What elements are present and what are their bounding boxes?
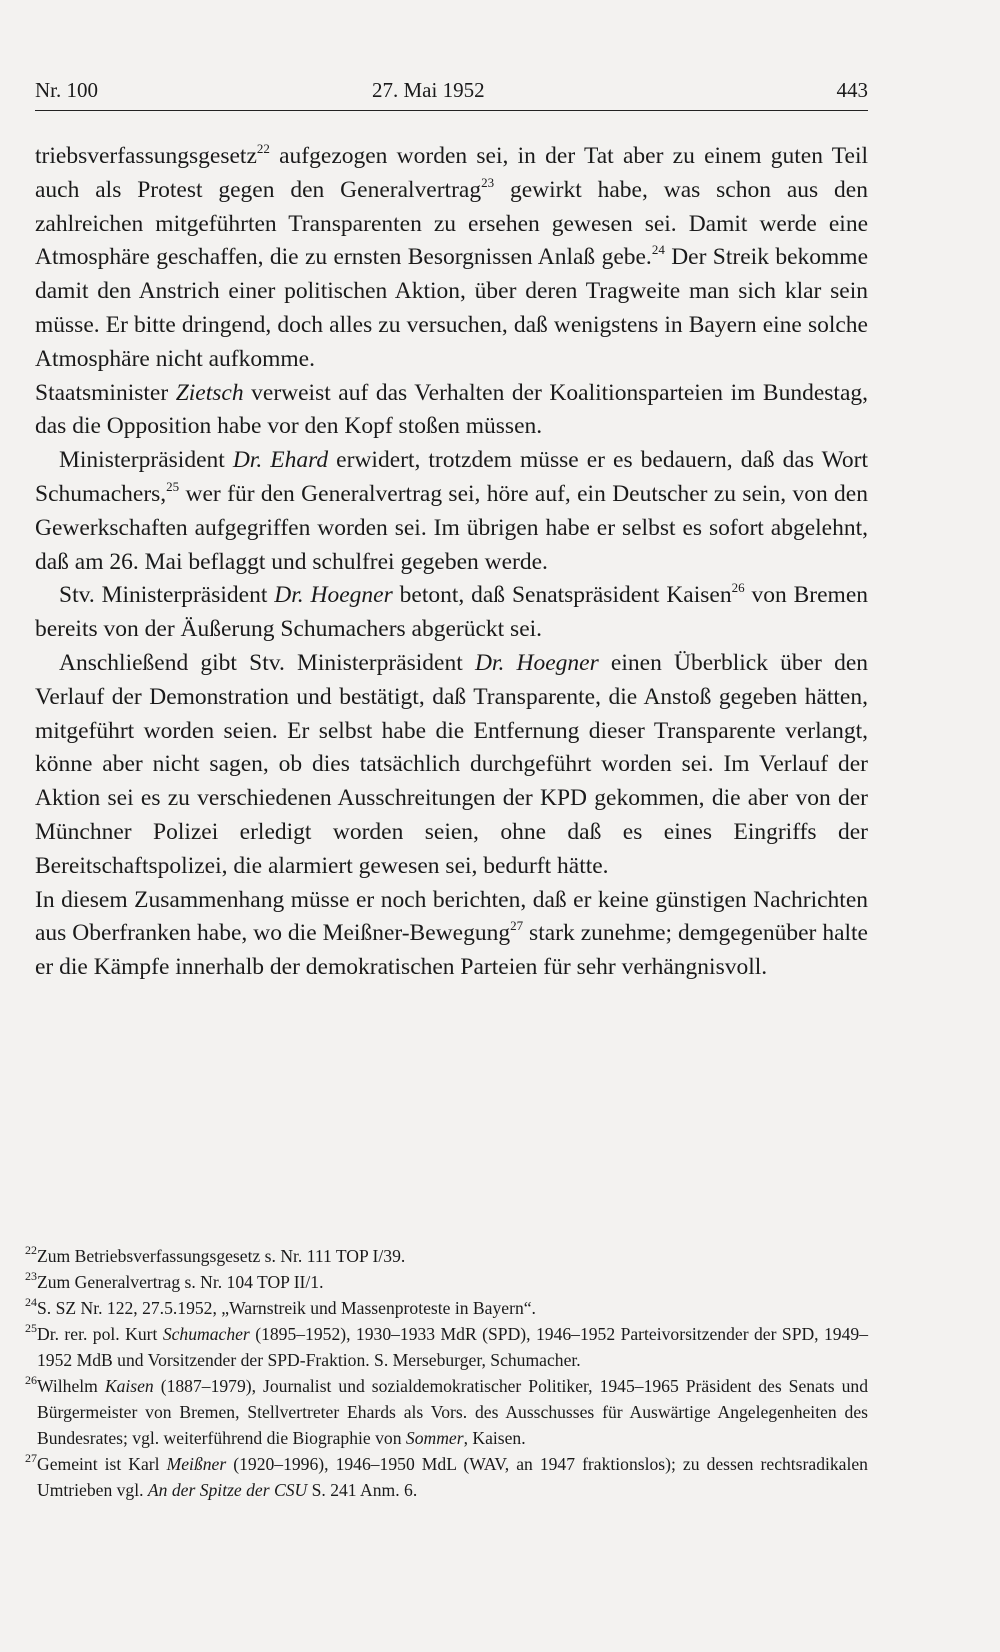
footnote-ref: 23 bbox=[481, 174, 495, 190]
text-span: aufgezogen worden sei, in der Tat aber zu einem guten Teil auch als Protest gegen den Generalvertrag bbox=[35, 143, 868, 203]
text-span: von Bremen bereits von der Äußerung Schumachers abgerückt sei. bbox=[35, 582, 869, 643]
footnote-25 bbox=[25, 1321, 868, 1373]
footnote-text: (1920–1996), 1946–1950 MdL (WAV, an 1947 fraktionslos); zu dessen rechtsradikalen Umtrieben vgl. bbox=[37, 1454, 868, 1500]
footnote-number: 23 bbox=[25, 1269, 37, 1283]
footnote-text: (1887–1979), Journalist und sozialdemokratischer Politiker, 1945–1965 Präsident des Senats und Bürgermeister von Bremen, Stellvertreter Ehards als Vors. des Ausschusses für Auswärtige Angelegenheiten des Bundesrates; vgl. weiterführend die Biographie von bbox=[37, 1376, 868, 1448]
text-span: stark zunehme; demgegenüber halte er die Kämpfe innerhalb der demokratischen Parteien für sehr verhängnisvoll. bbox=[35, 920, 868, 981]
footnote-number: 24 bbox=[25, 1295, 37, 1309]
page-number: 443 bbox=[836, 78, 868, 102]
paragraph-4 bbox=[35, 579, 868, 647]
footnote-27 bbox=[25, 1451, 868, 1503]
text-span: einen Überblick über den Verlauf der Demonstration und bestätigt, daß Transparente, die Anstoß gegeben hätten, mitgeführt worden seien. Er selbst habe die Entfernung dieser Transparente verlangt, könne aber nicht sagen, ob dies tatsächlich durchgeführt worden sei. Im Verlauf der Aktion sei es zu verschiedenen Ausschreitungen der KPD gekommen, die aber von der Münchner Polizei erledigt worden seien, ohne daß es eines Eingriffs der Bereitschaftspolizei, die alarmiert gewesen sei, bedurft hätte. bbox=[35, 649, 868, 879]
book-title: An der Spitze der CSU bbox=[147, 1480, 308, 1500]
document-date: 27. Mai 1952 bbox=[372, 78, 485, 102]
paragraph-1 bbox=[35, 140, 868, 377]
paragraph-5 bbox=[35, 647, 868, 884]
person-name: Schumacher bbox=[162, 1324, 250, 1344]
paragraph-2 bbox=[35, 377, 868, 445]
footnote-text: , Kaisen. bbox=[463, 1428, 526, 1448]
footnote-ref: 25 bbox=[166, 478, 180, 494]
document-number: Nr. 100 bbox=[35, 78, 98, 102]
footnote-text: S. 241 Anm. 6. bbox=[307, 1480, 418, 1500]
footnote-ref: 24 bbox=[651, 242, 665, 258]
speaker-name: Zietsch bbox=[175, 379, 244, 406]
main-text bbox=[35, 140, 868, 985]
text-span: gewirkt habe, was schon aus den zahlreichen mitgeführten Transparenten zu ersehen gewesen sei. Damit werde eine Atmosphäre geschaffen, die zu ernsten Besorgnissen Anlaß gebe. bbox=[35, 176, 868, 271]
paragraph-6 bbox=[35, 884, 868, 985]
text-span: Staatsminister bbox=[35, 379, 176, 406]
footnotes bbox=[25, 1243, 868, 1503]
footnote-ref: 27 bbox=[510, 918, 524, 934]
footnote-number: 26 bbox=[25, 1373, 37, 1387]
footnote-text: Gemeint ist Karl bbox=[37, 1454, 167, 1474]
text-span: erwidert, trotzdem müsse er es bedauern, daß das Wort Schumachers, bbox=[35, 447, 869, 507]
running-header bbox=[35, 72, 868, 111]
text-span: Ministerpräsident bbox=[59, 447, 233, 474]
footnote-ref: 26 bbox=[731, 580, 745, 596]
footnote-text: S. SZ Nr. 122, 27.5.1952, „Warnstreik und Massenproteste in Bayern“. bbox=[37, 1298, 536, 1318]
footnote-26 bbox=[25, 1373, 868, 1451]
footnote-number: 22 bbox=[25, 1243, 37, 1257]
footnote-text: Zum Generalvertrag s. Nr. 104 TOP II/1. bbox=[37, 1272, 324, 1292]
footnote-number: 25 bbox=[25, 1321, 37, 1335]
footnote-text: Zum Betriebsverfassungsgesetz s. Nr. 111 TOP I/39. bbox=[37, 1246, 406, 1266]
speaker-name: Dr. Ehard bbox=[232, 447, 329, 474]
speaker-name: Dr. Hoegner bbox=[274, 582, 393, 609]
text-span: betont, daß Senatspräsident Kaisen bbox=[392, 582, 732, 609]
text-span: In diesem Zusammenhang müsse er noch berichten, daß er keine günstigen Nachrichten aus Oberfranken habe, wo die Meißner-Bewegung bbox=[35, 886, 868, 947]
author-name: Sommer bbox=[405, 1428, 464, 1448]
footnote-text: Dr. rer. pol. Kurt bbox=[37, 1324, 163, 1344]
footnote-number: 27 bbox=[25, 1451, 37, 1465]
person-name: Kaisen bbox=[104, 1376, 154, 1396]
footnote-text: (1895–1952), 1930–1933 MdR (SPD), 1946–1952 Parteivorsitzender der SPD, 1949–1952 MdB und Vorsitzender der SPD-Fraktion. S. Merseburger, Schumacher. bbox=[37, 1324, 868, 1370]
footnote-text: Wilhelm bbox=[37, 1376, 105, 1396]
text-span: Anschließend gibt Stv. Ministerpräsident bbox=[59, 649, 475, 676]
speaker-name: Dr. Hoegner bbox=[474, 649, 599, 676]
person-name: Meißner bbox=[166, 1454, 227, 1474]
footnote-ref: 22 bbox=[256, 141, 270, 156]
footnote-22 bbox=[25, 1243, 868, 1269]
text-span: wer für den Generalvertrag sei, höre auf, ein Deutscher zu sein, von den Gewerkschaften aufgegriffen worden sei. Im übrigen habe er selbst es sofort abgelehnt, daß am 26. Mai beflaggt und schulfrei gegeben werde. bbox=[35, 480, 868, 575]
text-span: verweist auf das Verhalten der Koalitionsparteien im Bundestag, das die Opposition habe vor den Kopf stoßen müssen. bbox=[35, 379, 869, 440]
paragraph-3 bbox=[35, 444, 868, 579]
text-span: Stv. Ministerpräsident bbox=[59, 582, 275, 609]
text-span: triebsverfassungsgesetz bbox=[35, 143, 257, 169]
text-span: Der Streik bekomme damit den Anstrich einer politischen Aktion, über deren Tragweite man sich klar sein müsse. Er bitte dringend, doch alles zu versuchen, daß wenigstens in Bayern eine solche Atmosphäre nicht aufkomme. bbox=[35, 244, 869, 372]
footnote-23 bbox=[25, 1269, 868, 1295]
footnote-24 bbox=[25, 1295, 868, 1321]
